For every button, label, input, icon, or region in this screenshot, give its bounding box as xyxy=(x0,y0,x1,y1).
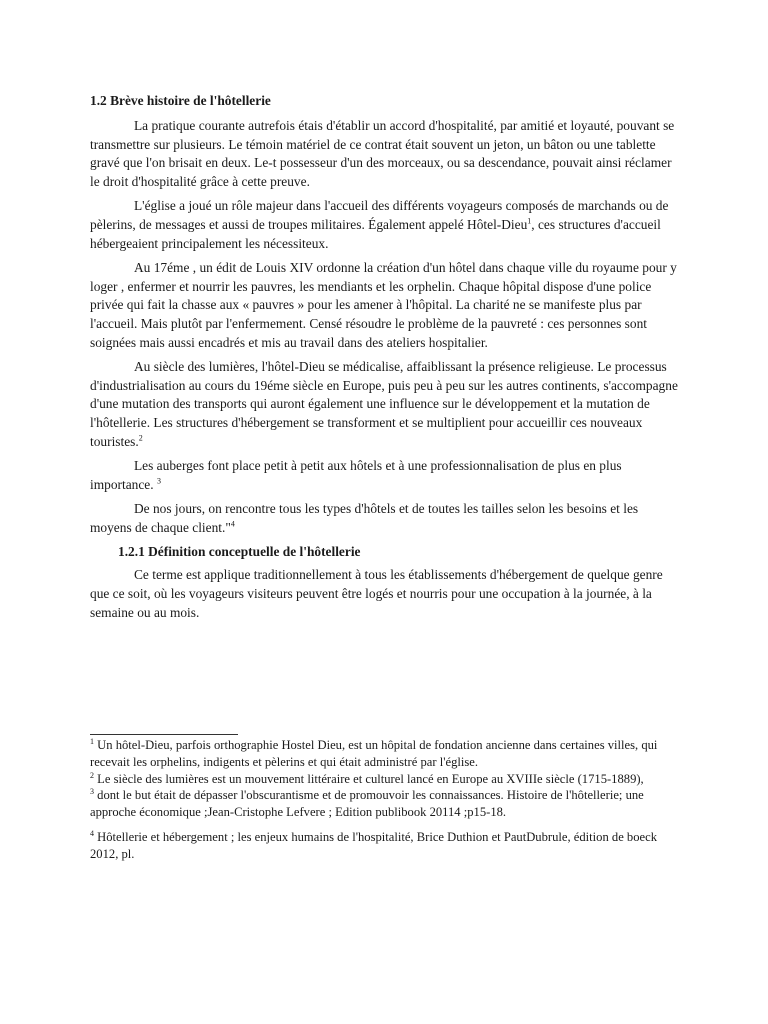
footnote-1: $^1$ Un hôtel-Dieu, parfois orthographie Hostel Dieu, est un hôpital de fondation ancienne dans certaines villes, qui recevait les orphelins, indigents et pèlerins et qui était administré par l'église. xyxy=(90,736,658,769)
footnote-4: $^4$ Hôtellerie et hébergement ; les enjeux humains de l'hospitalité, Brice Duthion et PautDubrule, édition de boeck 2012, pl. xyxy=(90,828,658,861)
footnote-ref-3[interactable]: 3 xyxy=(156,476,161,486)
footnote-separator xyxy=(90,734,238,735)
paragraph-church: L'église a joué un rôle majeur dans l'accueil des différents voyageurs composés de marchands ou de pèlerins, de messages et aussi de troupes militaires. Également appelé Hôtel-Dieu$^1$, ces structures d'accueil hébergeaient principalement les nécessiteux. xyxy=(90,198,669,251)
paragraph-auberges: Les auberges font place petit à petit aux hôtels et à une professionnalisation de plus en plus importance. $^3$ xyxy=(90,458,622,492)
paragraph-modern: De nos jours, on rencontre tous les types d'hôtels et de toutes les tailles selon les besoins et les moyens de chaque client."$^4$ xyxy=(90,501,639,535)
paragraph-definition: Ce terme est applique traditionnellement à tous les établissements d'hébergement de quelque genre que ce soit, où les voyageurs visiteurs peuvent être logés et nourris pour une occupation à la journée, à la semaine ou au mois. xyxy=(90,567,663,620)
paragraph-enlightenment: Au siècle des lumières, l'hôtel-Dieu se médicalise, affaiblissant la présence religieuse. Le processus d'industrialisation au cours du 19éme siècle en Europe, puis peu à peu sur les autres continents, s'accompagne d'une mutation des transports qui auront également une influence sur le développement et la mutation de l'hôtellerie. Les structures d'hébergement se transforment et se multiplient pour accueillir ces nouveaux touristes.$^2$ xyxy=(90,359,678,449)
section-heading: 1.2 Brève histoire de l'hôtellerie xyxy=(90,93,271,108)
footnote-2: $^2$ Le siècle des lumières est un mouvement littéraire et culturel lancé en Europe au XVIIIe siècle (1715-1889), xyxy=(90,770,644,786)
subsection-heading: 1.2.1 Définition conceptuelle de l'hôtellerie xyxy=(118,544,361,560)
footnote-ref-1[interactable]: 1 xyxy=(527,216,532,226)
footnote-ref-2[interactable]: 2 xyxy=(138,433,143,443)
footnote-ref-4[interactable]: 4 xyxy=(230,519,235,529)
paragraph-origins: La pratique courante autrefois étais d'établir un accord d'hospitalité, par amitié et loyauté, pouvant se transmettre sur plusieurs. Le témoin matériel de ce contrat était souvent un jeton, un bâton ou une tablette gravé que l'on brisait en deux. Le-t possesseur d'un des morceaux, ou sa descendance, pouvait ainsi réclamer le droit d'hospitalité grâce à cette preuve. xyxy=(90,118,675,189)
footnote-3: $^3$ dont le but était de dépasser l'obscurantisme et de promouvoir les connaissances. Histoire de l'hôtellerie; une approche économique ;Jean-Cristophe Lefvere ; Edition publibook 20114 ;p15-18. xyxy=(90,787,644,820)
paragraph-17th-century: Au 17éme , un édit de Louis XIV ordonne la création d'un hôtel dans chaque ville du royaume pour y loger , enfermer et nourrir les pauvres, les mendiants et les orphelin. Chaque hôpital dispose d'une police privée qui fait la chasse aux « pauvres » pour les amener à l'hôpital. La charité ne se manifeste plus par l'accueil. Mais plutôt par l'enfermement. Censé résoudre le problème de la pauvreté : ces personnes sont soignées mais aussi encadrés et mis au travail dans des ateliers hospitalier. xyxy=(90,260,677,350)
footnotes xyxy=(90,737,680,863)
main-content xyxy=(90,92,680,628)
